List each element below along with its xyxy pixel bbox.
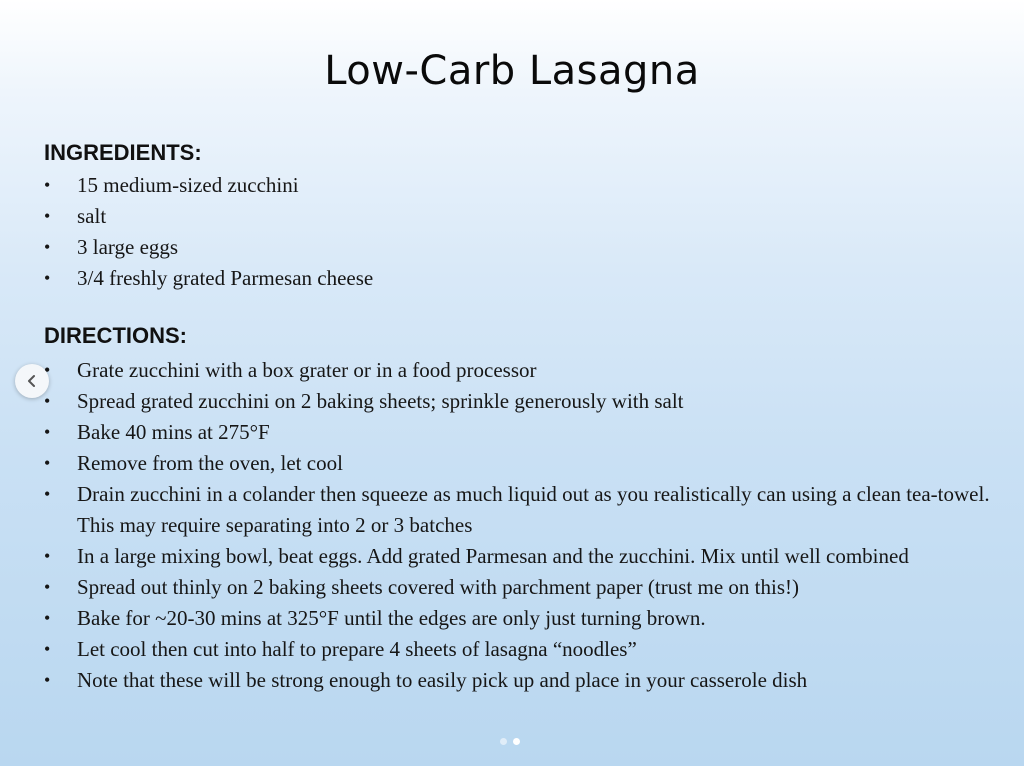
- ingredients-heading: INGREDIENTS:: [44, 140, 202, 165]
- ingredient-item: • 3/4 freshly grated Parmesan cheese: [44, 263, 994, 294]
- ingredients-list: [44, 170, 994, 294]
- direction-step: • Spread grated zucchini on 2 baking sheets; sprinkle generously with salt: [44, 386, 994, 417]
- ingredient-item: • 3 large eggs: [44, 232, 994, 263]
- direction-step: • In a large mixing bowl, beat eggs. Add grated Parmesan and the zucchini. Mix until well combined: [44, 541, 994, 572]
- carousel-prev-button[interactable]: [15, 364, 49, 398]
- carousel-dot-active[interactable]: [513, 738, 520, 745]
- ingredient-item: • 15 medium-sized zucchini: [44, 170, 994, 201]
- direction-step: • Let cool then cut into half to prepare 4 sheets of lasagna “noodles”: [44, 634, 994, 665]
- carousel-dot[interactable]: [500, 738, 507, 745]
- direction-step: • Grate zucchini with a box grater or in a food processor: [44, 355, 994, 386]
- ingredient-item: • salt: [44, 201, 994, 232]
- direction-step: • Note that these will be strong enough to easily pick up and place in your casserole dish: [44, 665, 994, 696]
- direction-step: • Remove from the oven, let cool: [44, 448, 994, 479]
- direction-step: • Bake 40 mins at 275°F: [44, 417, 994, 448]
- directions-list: [44, 355, 994, 696]
- direction-step: • Bake for ~20-30 mins at 325°F until the edges are only just turning brown.: [44, 603, 994, 634]
- carousel-dots: [500, 738, 520, 745]
- chevron-left-icon: [25, 374, 39, 388]
- direction-step: • Drain zucchini in a colander then squeeze as much liquid out as you realistically can using a clean tea-towel. This may require separating into 2 or 3 batches: [44, 479, 994, 541]
- recipe-title: Low-Carb Lasagna: [324, 48, 700, 94]
- directions-heading: DIRECTIONS:: [44, 323, 187, 348]
- direction-step: • Spread out thinly on 2 baking sheets covered with parchment paper (trust me on this!): [44, 572, 994, 603]
